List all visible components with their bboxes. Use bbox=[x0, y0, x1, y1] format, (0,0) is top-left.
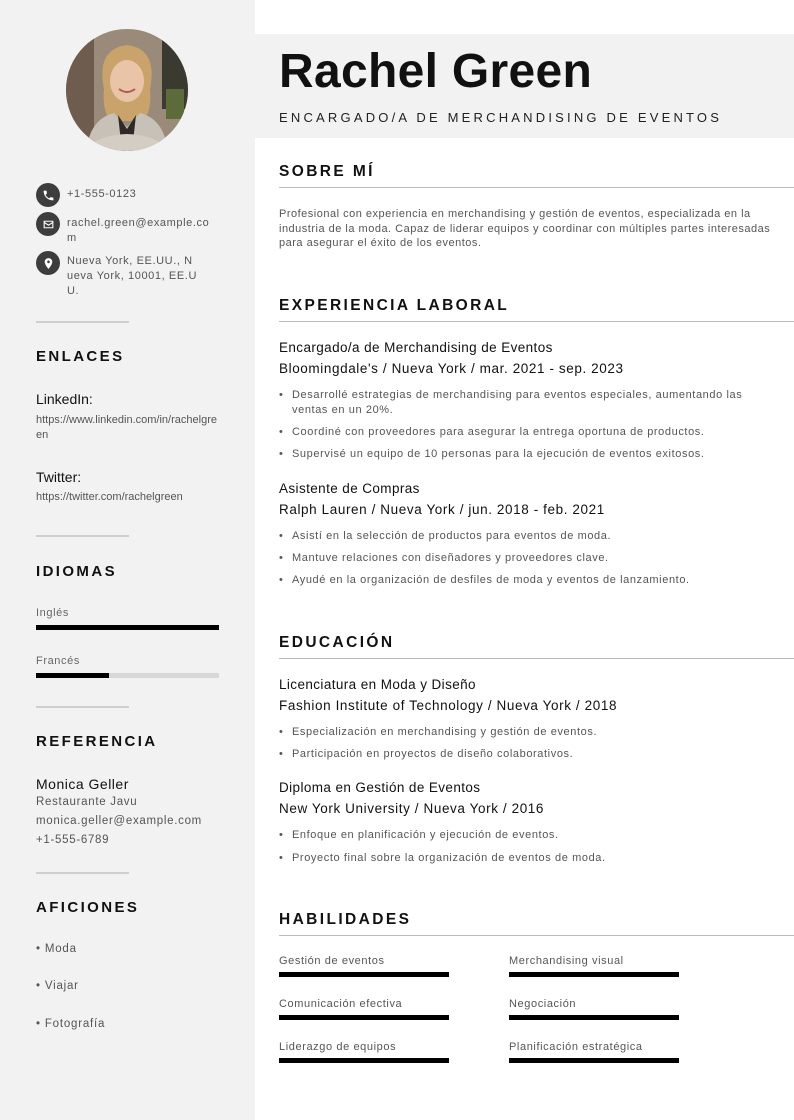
skills-heading: HABILIDADES bbox=[279, 911, 412, 928]
divider bbox=[36, 535, 129, 537]
about-heading: SOBRE MÍ bbox=[279, 163, 375, 180]
location-pin-icon bbox=[36, 251, 60, 275]
linkedin-url[interactable]: https://www.linkedin.com/in/rachelgreen bbox=[36, 414, 217, 441]
reference-name: Monica Geller bbox=[36, 776, 129, 792]
reference-email[interactable]: monica.geller@example.com bbox=[36, 815, 202, 827]
reference-heading: REFERENCIA bbox=[36, 733, 158, 750]
skill-name: Negociación bbox=[509, 998, 577, 1010]
twitter-label: Twitter: bbox=[36, 469, 82, 485]
links-heading: ENLACES bbox=[36, 348, 125, 365]
job-bullet: • Coordiné con proveedores para asegurar la entrega oportuna de productos. bbox=[279, 425, 779, 440]
skill-level-bar bbox=[509, 972, 679, 977]
language-level-fill bbox=[36, 673, 109, 678]
contact-phone bbox=[36, 183, 215, 207]
skill-name: Planificación estratégica bbox=[509, 1041, 643, 1053]
job-title: Asistente de Compras bbox=[279, 481, 420, 496]
degree-title: Licenciatura en Moda y Diseño bbox=[279, 677, 476, 692]
skill-name: Gestión de eventos bbox=[279, 955, 385, 967]
phone-text: +1-555-0123 bbox=[67, 188, 137, 200]
degree-title: Diploma en Gestión de Eventos bbox=[279, 780, 481, 795]
divider bbox=[36, 706, 129, 708]
twitter-url[interactable]: https://twitter.com/rachelgreen bbox=[36, 491, 183, 503]
skill-level-bar bbox=[279, 1015, 449, 1020]
candidate-role: ENCARGADO/A DE MERCHANDISING DE EVENTOS bbox=[279, 110, 723, 125]
skill-name: Merchandising visual bbox=[509, 955, 624, 967]
degree-institution: New York University / Nueva York / 2016 bbox=[279, 801, 545, 816]
hobby-item: • Fotografía bbox=[36, 1018, 106, 1030]
language-level-bar bbox=[36, 625, 219, 630]
job-employer: Ralph Lauren / Nueva York / jun. 2018 - feb. 2021 bbox=[279, 502, 605, 517]
about-text: Profesional con experiencia en merchandising y gestión de eventos, especializada en la industria de la moda. Capaz de liderar equipos y coordinar con múltiples partes interesadas para asegurar el éxito de los eventos. bbox=[279, 208, 771, 249]
language-level-fill bbox=[36, 625, 219, 630]
reference-company: Restaurante Javu bbox=[36, 796, 138, 808]
skill-level-bar bbox=[279, 972, 449, 977]
education-heading: EDUCACIÓN bbox=[279, 634, 395, 651]
section-rule bbox=[279, 935, 794, 936]
language-level-bar bbox=[36, 673, 219, 678]
job-bullet: • Desarrollé estrategias de merchandising para eventos especiales, aumentando las ventas en un 20%. bbox=[279, 388, 779, 418]
degree-bullet: • Participación en proyectos de diseño colaborativos. bbox=[279, 747, 779, 762]
job-bullet: • Mantuve relaciones con diseñadores y proveedores clave. bbox=[279, 551, 779, 566]
job-bullet: • Supervisé un equipo de 10 personas para la ejecución de eventos exitosos. bbox=[279, 447, 779, 462]
job-bullet: • Ayudé en la organización de desfiles de moda y eventos de lanzamiento. bbox=[279, 573, 779, 588]
contact-address bbox=[36, 251, 197, 299]
section-rule bbox=[279, 321, 794, 322]
skill-name: Liderazgo de equipos bbox=[279, 1041, 397, 1053]
candidate-name: Rachel Green bbox=[279, 45, 593, 98]
skill-level-bar bbox=[509, 1015, 679, 1020]
divider bbox=[36, 321, 129, 323]
skill-name: Comunicación efectiva bbox=[279, 998, 403, 1010]
hobbies-heading: AFICIONES bbox=[36, 899, 140, 916]
degree-bullet: • Especialización en merchandising y gestión de eventos. bbox=[279, 725, 779, 740]
email-link[interactable]: rachel.green@example.com bbox=[67, 217, 210, 244]
address-text: Nueva York, EE.UU., Nueva York, 10001, EE.UU. bbox=[67, 255, 198, 297]
degree-bullet: • Enfoque en planificación y ejecución de eventos. bbox=[279, 828, 779, 843]
avatar bbox=[66, 29, 188, 151]
language-name: Francés bbox=[36, 655, 80, 667]
degree-bullet: • Proyecto final sobre la organización de eventos de moda. bbox=[279, 851, 779, 866]
job-bullet: • Asistí en la selección de productos para eventos de moda. bbox=[279, 529, 779, 544]
experience-heading: EXPERIENCIA LABORAL bbox=[279, 297, 510, 314]
reference-phone: +1-555-6789 bbox=[36, 834, 110, 846]
languages-heading: IDIOMAS bbox=[36, 563, 117, 580]
degree-institution: Fashion Institute of Technology / Nueva York / 2018 bbox=[279, 698, 618, 713]
skill-level-bar bbox=[279, 1058, 449, 1063]
job-employer: Bloomingdale's / Nueva York / mar. 2021 - sep. 2023 bbox=[279, 361, 624, 376]
hobby-item: • Moda bbox=[36, 943, 77, 955]
job-title: Encargado/a de Merchandising de Eventos bbox=[279, 340, 553, 355]
section-rule bbox=[279, 187, 794, 188]
hobby-item: • Viajar bbox=[36, 980, 79, 992]
contact-email bbox=[36, 212, 215, 246]
phone-icon bbox=[36, 183, 60, 207]
profile-photo bbox=[66, 29, 188, 151]
section-rule bbox=[279, 658, 794, 659]
divider bbox=[36, 872, 129, 874]
sidebar bbox=[0, 0, 255, 1120]
linkedin-label: LinkedIn: bbox=[36, 391, 93, 407]
mail-icon bbox=[36, 212, 60, 236]
language-name: Inglés bbox=[36, 607, 69, 619]
skill-level-bar bbox=[509, 1058, 679, 1063]
